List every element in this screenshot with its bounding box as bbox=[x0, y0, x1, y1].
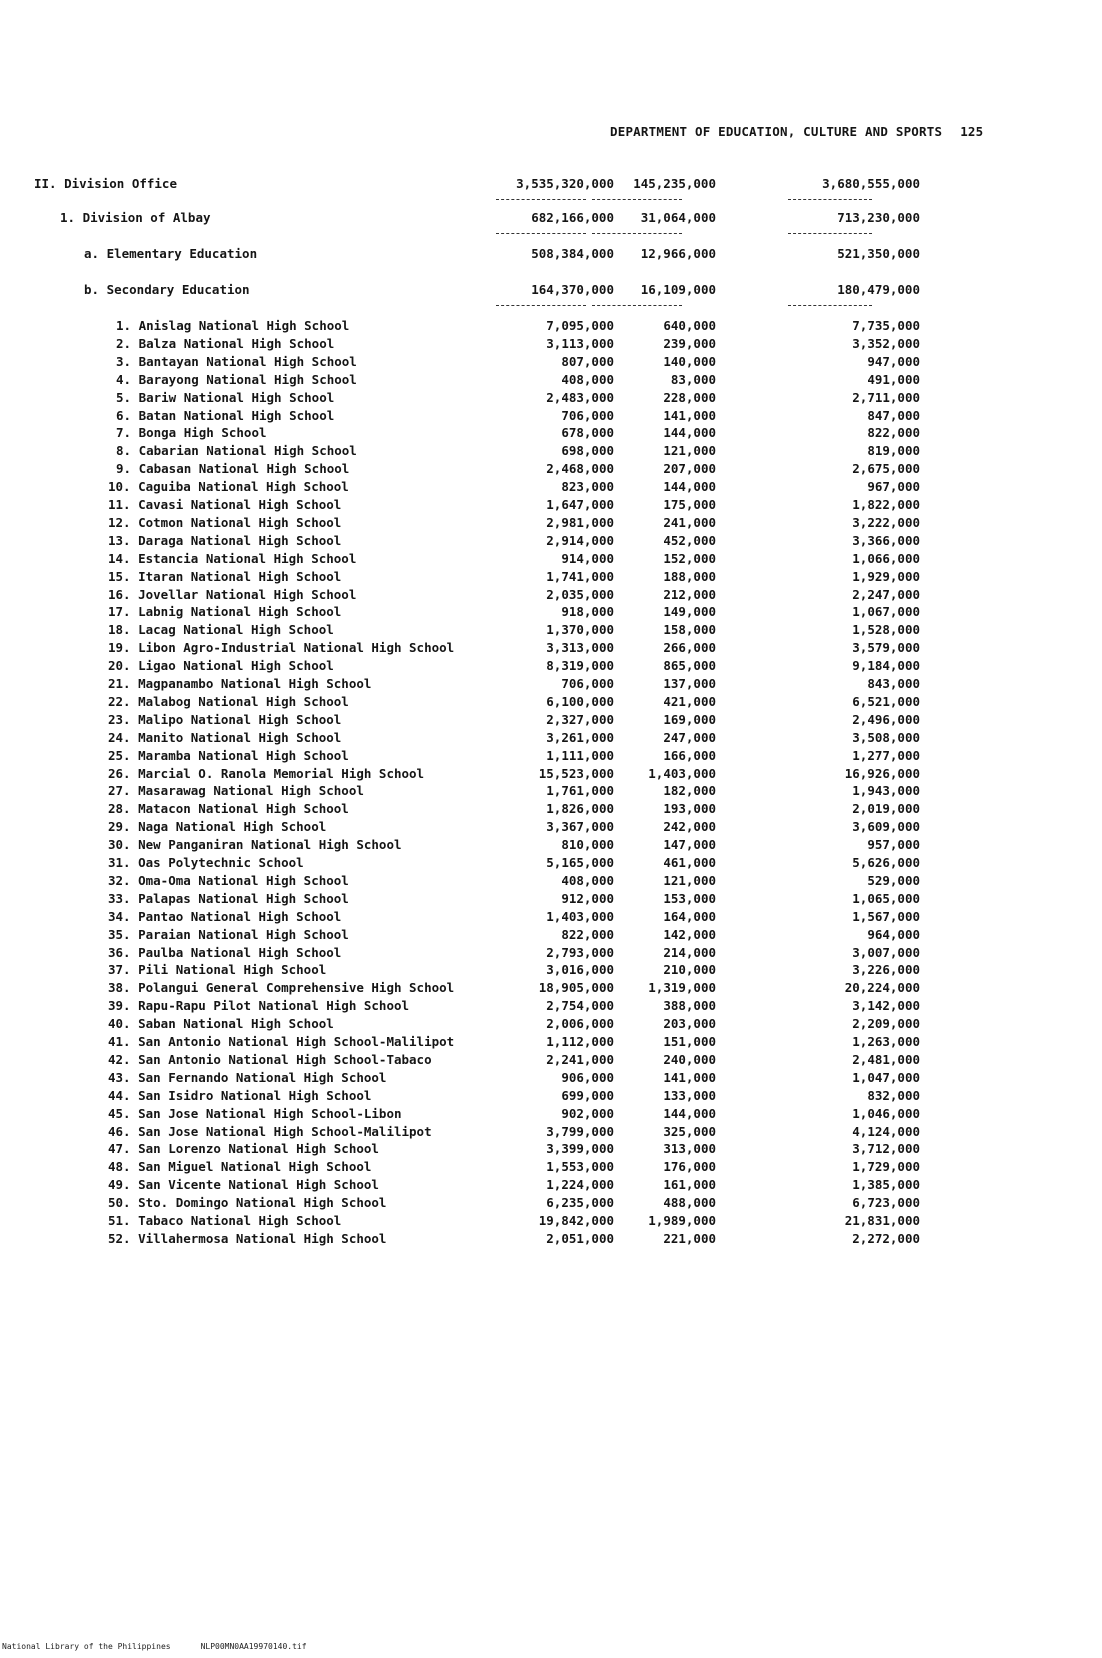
school-name: 14. Estancia National High School bbox=[108, 550, 357, 566]
school-row bbox=[0, 658, 1102, 676]
amount-total: 2,481,000 bbox=[852, 1051, 920, 1067]
amount-total: 1,263,000 bbox=[852, 1034, 920, 1049]
subtotal-rule bbox=[496, 305, 586, 306]
amount-col2: 144,000 bbox=[663, 1105, 716, 1121]
amount-total: 3,222,000 bbox=[852, 514, 920, 530]
amount-col2: 488,000 bbox=[663, 1195, 716, 1211]
school-row bbox=[0, 891, 1102, 909]
amount-col1: 19,842,000 bbox=[538, 1213, 614, 1228]
amount-col2: 31,064,000 bbox=[640, 210, 716, 225]
amount-col1: 2,914,000 bbox=[546, 532, 614, 548]
school-row bbox=[0, 1034, 1102, 1052]
amount-col1: 5,165,000 bbox=[546, 855, 614, 870]
school-row bbox=[0, 604, 1102, 622]
subtotal-rule bbox=[788, 305, 872, 306]
school-row bbox=[0, 533, 1102, 551]
amount-total: 3,366,000 bbox=[852, 532, 920, 548]
amount-total: 947,000 bbox=[867, 353, 920, 369]
school-name: 7. Bonga High School bbox=[116, 425, 267, 441]
amount-col2: 241,000 bbox=[663, 514, 716, 530]
school-name: 43. San Fernando National High School bbox=[108, 1069, 387, 1085]
amount-col1: 3,367,000 bbox=[546, 819, 614, 835]
amount-total: 2,247,000 bbox=[852, 586, 920, 602]
school-name: 41. San Antonio National High School-Malilipot bbox=[108, 1034, 455, 1049]
school-row bbox=[0, 1141, 1102, 1159]
amount-col1: 2,035,000 bbox=[546, 586, 614, 602]
school-name: 6. Batan National High School bbox=[116, 407, 335, 423]
amount-col1: 3,261,000 bbox=[546, 729, 614, 745]
school-name: 38. Polangui General Comprehensive High School bbox=[108, 980, 455, 996]
school-name: 20. Ligao National High School bbox=[108, 658, 334, 674]
amount-col2: 140,000 bbox=[663, 353, 716, 369]
amount-col1: 902,000 bbox=[561, 1105, 614, 1121]
amount-col1: 2,241,000 bbox=[546, 1051, 614, 1067]
amount-col1: 2,006,000 bbox=[546, 1016, 614, 1032]
amount-total: 3,142,000 bbox=[852, 998, 920, 1014]
amount-col1: 8,319,000 bbox=[546, 658, 614, 674]
amount-col1: 822,000 bbox=[561, 926, 614, 942]
amount-col1: 508,384,000 bbox=[531, 246, 614, 261]
amount-col2: 1,319,000 bbox=[648, 980, 716, 996]
school-name: 10. Caguiba National High School bbox=[108, 479, 349, 495]
amount-total: 832,000 bbox=[867, 1087, 920, 1103]
amount-col1: 1,741,000 bbox=[546, 568, 614, 584]
amount-col2: 212,000 bbox=[663, 586, 716, 602]
school-row bbox=[0, 730, 1102, 748]
amount-total: 1,277,000 bbox=[852, 747, 920, 763]
school-name: 19. Libon Agro-Industrial National High School bbox=[108, 640, 455, 656]
elementary-education-row bbox=[0, 246, 1102, 264]
school-row bbox=[0, 694, 1102, 712]
school-row bbox=[0, 1070, 1102, 1088]
school-name: 37. Pili National High School bbox=[108, 962, 327, 978]
school-row bbox=[0, 873, 1102, 891]
school-name: 1. Anislag National High School bbox=[116, 318, 350, 333]
amount-total: 967,000 bbox=[867, 479, 920, 495]
school-row bbox=[0, 497, 1102, 515]
department-title: DEPARTMENT OF EDUCATION, CULTURE AND SPORTS bbox=[610, 124, 943, 139]
amount-col2: 164,000 bbox=[663, 908, 716, 924]
amount-total: 1,065,000 bbox=[852, 890, 920, 906]
school-name: 3. Bantayan National High School bbox=[116, 353, 357, 369]
amount-col2: 141,000 bbox=[663, 1069, 716, 1085]
amount-total: 2,209,000 bbox=[852, 1016, 920, 1032]
amount-col2: 176,000 bbox=[663, 1159, 716, 1175]
school-name: 25. Maramba National High School bbox=[108, 747, 349, 763]
school-row bbox=[0, 1159, 1102, 1177]
amount-col2: 640,000 bbox=[663, 318, 716, 333]
amount-col1: 3,016,000 bbox=[546, 962, 614, 978]
school-name: 29. Naga National High School bbox=[108, 819, 327, 835]
school-row bbox=[0, 819, 1102, 837]
subtotal-rule bbox=[592, 233, 682, 234]
amount-col2: 12,966,000 bbox=[640, 246, 716, 261]
school-name: 45. San Jose National High School-Libon bbox=[108, 1105, 402, 1121]
school-name: 17. Labnig National High School bbox=[108, 604, 342, 620]
school-row bbox=[0, 1052, 1102, 1070]
amount-col2: 214,000 bbox=[663, 944, 716, 960]
amount-col2: 161,000 bbox=[663, 1177, 716, 1193]
school-row bbox=[0, 372, 1102, 390]
amount-col1: 2,981,000 bbox=[546, 514, 614, 530]
amount-total: 2,675,000 bbox=[852, 461, 920, 477]
amount-total: 491,000 bbox=[867, 371, 920, 387]
amount-total: 1,046,000 bbox=[852, 1105, 920, 1121]
amount-col2: 149,000 bbox=[663, 604, 716, 620]
amount-total: 1,067,000 bbox=[852, 604, 920, 620]
amount-total: 3,352,000 bbox=[852, 335, 920, 351]
school-row bbox=[0, 1016, 1102, 1034]
amount-total: 843,000 bbox=[867, 676, 920, 691]
amount-col1: 15,523,000 bbox=[538, 765, 614, 781]
school-name: 48. San Miguel National High School bbox=[108, 1159, 372, 1175]
amount-total: 1,528,000 bbox=[852, 622, 920, 638]
amount-col2: 121,000 bbox=[663, 872, 716, 888]
amount-col2: 166,000 bbox=[663, 747, 716, 763]
school-name: 4. Barayong National High School bbox=[116, 371, 357, 387]
school-name: 21. Magpanambo National High School bbox=[108, 676, 372, 691]
amount-col1: 1,647,000 bbox=[546, 497, 614, 512]
amount-col2: 182,000 bbox=[663, 783, 716, 799]
amount-col1: 3,799,000 bbox=[546, 1123, 614, 1139]
school-row bbox=[0, 801, 1102, 819]
amount-total: 2,711,000 bbox=[852, 389, 920, 405]
school-name: 36. Paulba National High School bbox=[108, 944, 342, 960]
school-name: 31. Oas Polytechnic School bbox=[108, 855, 304, 870]
amount-col1: 698,000 bbox=[561, 443, 614, 459]
school-name: 51. Tabaco National High School bbox=[108, 1213, 342, 1228]
amount-col1: 2,051,000 bbox=[546, 1230, 614, 1246]
amount-total: 1,066,000 bbox=[852, 550, 920, 566]
amount-col1: 1,112,000 bbox=[546, 1034, 614, 1049]
school-name: 42. San Antonio National High School-Tabaco bbox=[108, 1051, 432, 1067]
school-row bbox=[0, 837, 1102, 855]
amount-col2: 242,000 bbox=[663, 819, 716, 835]
amount-col2: 1,989,000 bbox=[648, 1213, 716, 1228]
scan-filename: NLP00MN0AA19970140.tif bbox=[200, 1642, 307, 1651]
school-row bbox=[0, 1195, 1102, 1213]
amount-col1: 3,113,000 bbox=[546, 335, 614, 351]
school-row bbox=[0, 927, 1102, 945]
school-name: 11. Cavasi National High School bbox=[108, 497, 342, 512]
school-row bbox=[0, 676, 1102, 694]
school-row bbox=[0, 766, 1102, 784]
amount-col1: 164,370,000 bbox=[531, 282, 614, 297]
school-name: 50. Sto. Domingo National High School bbox=[108, 1195, 387, 1211]
amount-total: 16,926,000 bbox=[844, 765, 920, 781]
amount-col2: 203,000 bbox=[663, 1016, 716, 1032]
amount-total: 2,496,000 bbox=[852, 711, 920, 727]
amount-total: 713,230,000 bbox=[837, 210, 920, 225]
amount-col1: 1,761,000 bbox=[546, 783, 614, 799]
amount-col1: 7,095,000 bbox=[546, 318, 614, 333]
footer bbox=[2, 1642, 307, 1651]
amount-col1: 706,000 bbox=[561, 407, 614, 423]
school-name: 5. Bariw National High School bbox=[116, 389, 335, 405]
school-row bbox=[0, 783, 1102, 801]
amount-col2: 83,000 bbox=[670, 371, 716, 387]
amount-col2: 865,000 bbox=[663, 658, 716, 674]
amount-col1: 914,000 bbox=[561, 550, 614, 566]
school-name: 40. Saban National High School bbox=[108, 1016, 334, 1032]
school-row bbox=[0, 425, 1102, 443]
amount-total: 957,000 bbox=[867, 837, 920, 853]
amount-col2: 313,000 bbox=[663, 1141, 716, 1157]
amount-col2: 133,000 bbox=[663, 1087, 716, 1103]
amount-col1: 807,000 bbox=[561, 353, 614, 369]
school-name: 39. Rapu-Rapu Pilot National High School bbox=[108, 998, 410, 1014]
school-name: 32. Oma-Oma National High School bbox=[108, 872, 349, 888]
amount-col2: 388,000 bbox=[663, 998, 716, 1014]
amount-col2: 16,109,000 bbox=[640, 282, 716, 297]
amount-col1: 1,111,000 bbox=[546, 747, 614, 763]
amount-col1: 823,000 bbox=[561, 479, 614, 495]
row-label: a. Elementary Education bbox=[84, 246, 258, 261]
school-name: 49. San Vicente National High School bbox=[108, 1177, 379, 1193]
amount-col2: 1,403,000 bbox=[648, 765, 716, 781]
amount-total: 3,680,555,000 bbox=[822, 176, 920, 191]
amount-col1: 810,000 bbox=[561, 837, 614, 853]
amount-total: 1,943,000 bbox=[852, 783, 920, 799]
school-row bbox=[0, 712, 1102, 730]
amount-total: 1,047,000 bbox=[852, 1069, 920, 1085]
amount-total: 6,723,000 bbox=[852, 1195, 920, 1211]
amount-col1: 3,399,000 bbox=[546, 1141, 614, 1157]
amount-col1: 2,327,000 bbox=[546, 711, 614, 727]
amount-col1: 912,000 bbox=[561, 890, 614, 906]
amount-col2: 152,000 bbox=[663, 550, 716, 566]
amount-col2: 239,000 bbox=[663, 335, 716, 351]
school-name: 24. Manito National High School bbox=[108, 729, 342, 745]
amount-col2: 175,000 bbox=[663, 497, 716, 512]
library-credit: National Library of the Philippines bbox=[2, 1642, 171, 1651]
amount-total: 1,822,000 bbox=[852, 497, 920, 512]
amount-col2: 210,000 bbox=[663, 962, 716, 978]
amount-col1: 1,403,000 bbox=[546, 908, 614, 924]
amount-col2: 193,000 bbox=[663, 801, 716, 817]
amount-total: 1,385,000 bbox=[852, 1177, 920, 1193]
row-label: 1. Division of Albay bbox=[60, 210, 211, 225]
amount-total: 6,521,000 bbox=[852, 693, 920, 709]
school-row bbox=[0, 443, 1102, 461]
amount-col1: 2,754,000 bbox=[546, 998, 614, 1014]
amount-col2: 144,000 bbox=[663, 425, 716, 441]
amount-total: 3,579,000 bbox=[852, 640, 920, 656]
amount-total: 5,626,000 bbox=[852, 855, 920, 870]
school-name: 9. Cabasan National High School bbox=[116, 461, 350, 477]
amount-col2: 266,000 bbox=[663, 640, 716, 656]
division-albay-row bbox=[0, 210, 1102, 228]
school-name: 46. San Jose National High School-Malilipot bbox=[108, 1123, 432, 1139]
amount-col2: 169,000 bbox=[663, 711, 716, 727]
school-name: 18. Lacag National High School bbox=[108, 622, 334, 638]
row-label: b. Secondary Education bbox=[84, 282, 250, 297]
school-row bbox=[0, 998, 1102, 1016]
amount-col1: 906,000 bbox=[561, 1069, 614, 1085]
amount-col2: 461,000 bbox=[663, 855, 716, 870]
school-name: 2. Balza National High School bbox=[116, 335, 335, 351]
amount-col1: 18,905,000 bbox=[538, 980, 614, 996]
amount-col1: 678,000 bbox=[561, 425, 614, 441]
amount-col1: 682,166,000 bbox=[531, 210, 614, 225]
school-name: 28. Matacon National High School bbox=[108, 801, 349, 817]
school-row bbox=[0, 569, 1102, 587]
amount-total: 3,609,000 bbox=[852, 819, 920, 835]
subtotal-rule bbox=[496, 233, 586, 234]
amount-total: 1,567,000 bbox=[852, 908, 920, 924]
amount-total: 2,272,000 bbox=[852, 1230, 920, 1246]
school-row bbox=[0, 1231, 1102, 1249]
amount-col1: 3,535,320,000 bbox=[516, 176, 614, 191]
school-row bbox=[0, 390, 1102, 408]
school-name: 23. Malipo National High School bbox=[108, 711, 342, 727]
school-row bbox=[0, 515, 1102, 533]
amount-total: 529,000 bbox=[867, 872, 920, 888]
amount-total: 2,019,000 bbox=[852, 801, 920, 817]
school-row bbox=[0, 461, 1102, 479]
school-row bbox=[0, 855, 1102, 873]
amount-col1: 6,100,000 bbox=[546, 693, 614, 709]
amount-col1: 1,224,000 bbox=[546, 1177, 614, 1193]
amount-col1: 699,000 bbox=[561, 1087, 614, 1103]
school-row bbox=[0, 1106, 1102, 1124]
amount-col1: 918,000 bbox=[561, 604, 614, 620]
amount-col2: 151,000 bbox=[663, 1034, 716, 1049]
amount-col1: 6,235,000 bbox=[546, 1195, 614, 1211]
school-name: 34. Pantao National High School bbox=[108, 908, 342, 924]
amount-col2: 158,000 bbox=[663, 622, 716, 638]
amount-total: 4,124,000 bbox=[852, 1123, 920, 1139]
amount-col1: 3,313,000 bbox=[546, 640, 614, 656]
amount-col1: 2,468,000 bbox=[546, 461, 614, 477]
amount-col2: 247,000 bbox=[663, 729, 716, 745]
amount-col2: 147,000 bbox=[663, 837, 716, 853]
amount-col2: 153,000 bbox=[663, 890, 716, 906]
school-row bbox=[0, 587, 1102, 605]
amount-total: 3,226,000 bbox=[852, 962, 920, 978]
row-label: II. Division Office bbox=[34, 176, 177, 191]
amount-col2: 188,000 bbox=[663, 568, 716, 584]
school-name: 22. Malabog National High School bbox=[108, 693, 349, 709]
school-row bbox=[0, 1124, 1102, 1142]
school-row bbox=[0, 1088, 1102, 1106]
amount-col2: 240,000 bbox=[663, 1051, 716, 1067]
subtotal-rule bbox=[592, 199, 682, 200]
amount-col1: 2,793,000 bbox=[546, 944, 614, 960]
amount-col1: 706,000 bbox=[561, 676, 614, 691]
amount-col2: 452,000 bbox=[663, 532, 716, 548]
amount-total: 3,007,000 bbox=[852, 944, 920, 960]
school-row bbox=[0, 336, 1102, 354]
subtotal-rule bbox=[496, 199, 586, 200]
school-row bbox=[0, 551, 1102, 569]
subtotal-rule bbox=[788, 233, 872, 234]
amount-col2: 145,235,000 bbox=[633, 176, 716, 191]
amount-total: 847,000 bbox=[867, 407, 920, 423]
school-name: 12. Cotmon National High School bbox=[108, 514, 342, 530]
school-row bbox=[0, 318, 1102, 336]
subtotal-rule bbox=[788, 199, 872, 200]
amount-col1: 408,000 bbox=[561, 371, 614, 387]
amount-total: 180,479,000 bbox=[837, 282, 920, 297]
school-name: 16. Jovellar National High School bbox=[108, 586, 357, 602]
school-name: 52. Villahermosa National High School bbox=[108, 1230, 387, 1246]
amount-col2: 141,000 bbox=[663, 407, 716, 423]
school-row bbox=[0, 354, 1102, 372]
amount-total: 21,831,000 bbox=[844, 1213, 920, 1228]
school-name: 15. Itaran National High School bbox=[108, 568, 342, 584]
page-header bbox=[610, 124, 983, 139]
amount-total: 9,184,000 bbox=[852, 658, 920, 674]
amount-total: 964,000 bbox=[867, 926, 920, 942]
school-name: 13. Daraga National High School bbox=[108, 532, 342, 548]
amount-col1: 1,826,000 bbox=[546, 801, 614, 817]
amount-col2: 325,000 bbox=[663, 1123, 716, 1139]
school-row bbox=[0, 408, 1102, 426]
amount-col2: 228,000 bbox=[663, 389, 716, 405]
school-row bbox=[0, 479, 1102, 497]
school-name: 26. Marcial O. Ranola Memorial High School bbox=[108, 765, 425, 781]
school-name: 33. Palapas National High School bbox=[108, 890, 349, 906]
amount-col1: 1,553,000 bbox=[546, 1159, 614, 1175]
amount-total: 20,224,000 bbox=[844, 980, 920, 996]
amount-col2: 421,000 bbox=[663, 693, 716, 709]
amount-col2: 121,000 bbox=[663, 443, 716, 459]
school-row bbox=[0, 909, 1102, 927]
amount-col1: 408,000 bbox=[561, 872, 614, 888]
school-name: 27. Masarawag National High School bbox=[108, 783, 364, 799]
amount-total: 3,712,000 bbox=[852, 1141, 920, 1157]
school-row bbox=[0, 980, 1102, 998]
amount-col1: 2,483,000 bbox=[546, 389, 614, 405]
amount-total: 1,729,000 bbox=[852, 1159, 920, 1175]
subtotal-rule bbox=[592, 305, 682, 306]
amount-total: 521,350,000 bbox=[837, 246, 920, 261]
secondary-education-row bbox=[0, 282, 1102, 300]
school-name: 47. San Lorenzo National High School bbox=[108, 1141, 379, 1157]
amount-col2: 221,000 bbox=[663, 1230, 716, 1246]
school-row bbox=[0, 962, 1102, 980]
school-row bbox=[0, 622, 1102, 640]
page-number: 125 bbox=[960, 124, 984, 139]
school-row bbox=[0, 1177, 1102, 1195]
school-name: 30. New Panganiran National High School bbox=[108, 837, 402, 853]
school-name: 44. San Isidro National High School bbox=[108, 1087, 372, 1103]
amount-total: 822,000 bbox=[867, 425, 920, 441]
school-name: 35. Paraian National High School bbox=[108, 926, 349, 942]
amount-col1: 1,370,000 bbox=[546, 622, 614, 638]
amount-col2: 207,000 bbox=[663, 461, 716, 477]
school-row bbox=[0, 1213, 1102, 1231]
amount-col2: 137,000 bbox=[663, 676, 716, 691]
amount-col2: 142,000 bbox=[663, 926, 716, 942]
amount-total: 1,929,000 bbox=[852, 568, 920, 584]
division-office-row bbox=[0, 176, 1102, 194]
school-name: 8. Cabarian National High School bbox=[116, 443, 357, 459]
amount-total: 7,735,000 bbox=[852, 318, 920, 333]
amount-total: 3,508,000 bbox=[852, 729, 920, 745]
school-row bbox=[0, 748, 1102, 766]
school-row bbox=[0, 945, 1102, 963]
amount-col2: 144,000 bbox=[663, 479, 716, 495]
school-row bbox=[0, 640, 1102, 658]
amount-total: 819,000 bbox=[867, 443, 920, 459]
